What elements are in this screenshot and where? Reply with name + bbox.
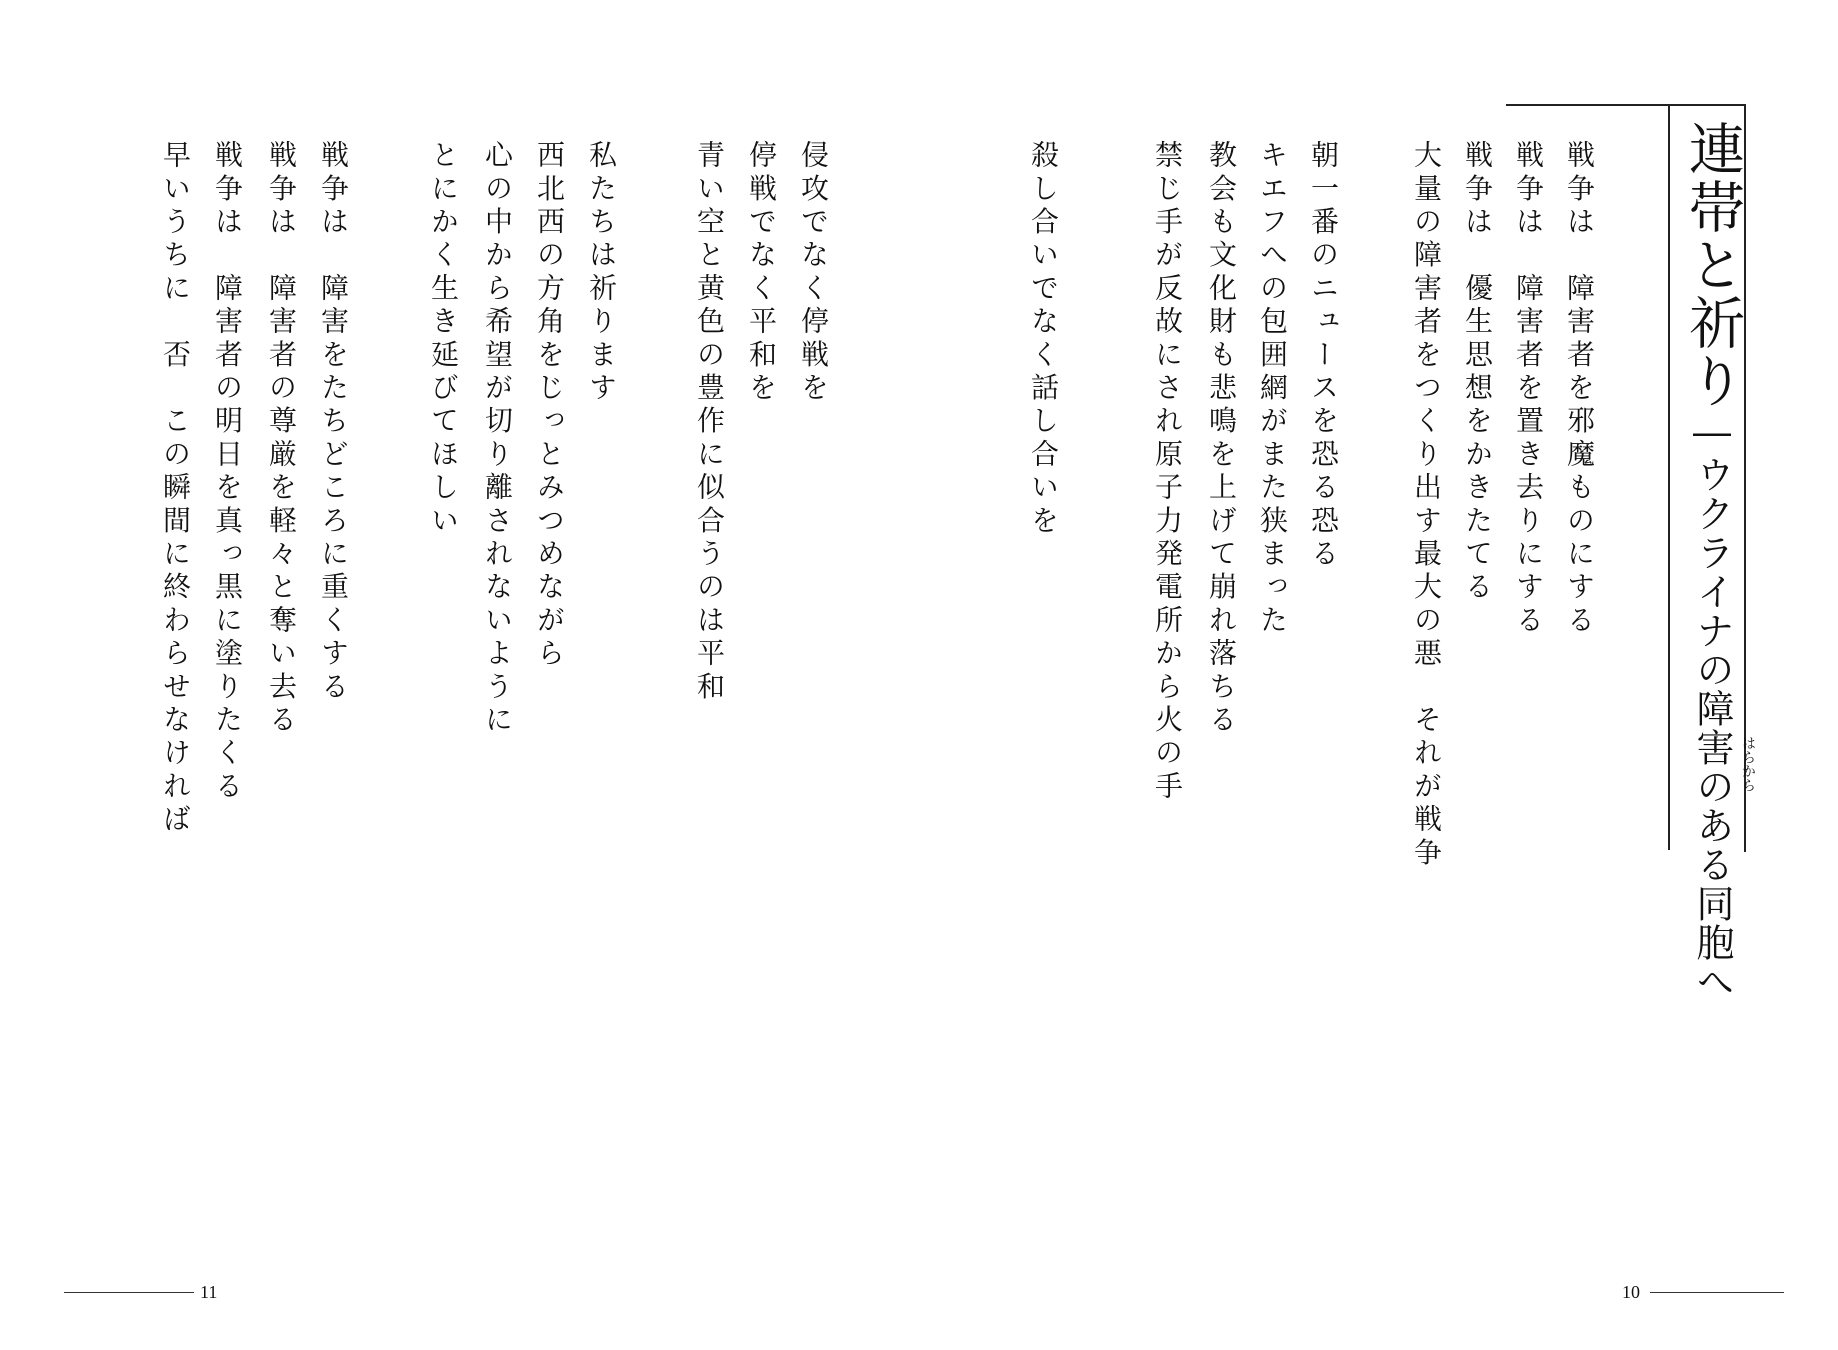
poem-line: 戦争は 優生思想をかきたてる [1461,140,1494,605]
poem-line: とにかく生き延びてほしい [427,140,460,539]
title-ruby: はらから [1740,736,1756,792]
title-frame-inner-rule [1668,104,1670,850]
poem-line: 心の中から希望が切り離されないように [481,140,514,738]
poem-line: 殺し合いでなく話し合いを [1027,140,1060,539]
title-main: 連帯と祈り [1680,120,1745,410]
footer-rule-right [1650,1292,1784,1293]
poem-line: 朝一番のニュースを恐る恐る [1307,140,1340,572]
poem-line: 戦争は 障害者の明日を真っ黒に塗りたくる [211,140,244,804]
title-subtitle: ウクライナの障害のある同胞へ [1690,455,1734,1001]
poem-line: 戦争は 障害者を邪魔ものにする [1563,140,1596,638]
poem-line: 禁じ手が反故にされ原子力発電所から火の手 [1151,140,1184,804]
poem-line: 戦争は 障害者の尊厳を軽々と奪い去る [265,140,298,738]
page-number-right: 10 [1622,1282,1640,1302]
poem-line: 早いうちに 否 この瞬間に終わらせなければ [159,140,192,838]
poem-line: キエフへの包囲網がまた狭まった [1256,140,1289,638]
poem-line: 教会も文化財も悲鳴を上げて崩れ落ちる [1205,140,1238,738]
poem-line: 西北西の方角をじっとみつめながら [533,140,566,672]
poem-line: 青い空と黄色の豊作に似合うのは平和 [693,140,726,705]
page-number-left: 11 [200,1282,218,1302]
poem-line: 戦争は 障害をたちどころに重くする [317,140,350,705]
title-dash: ― [1690,410,1734,455]
poem-line: 私たちは祈ります [585,140,618,406]
footer-rule-left [64,1292,194,1293]
poem-title [1680,120,1745,1001]
poem-line: 戦争は 障害者を置き去りにする [1512,140,1545,638]
poem-line: 停戦でなく平和を [745,140,778,406]
poem-line: 侵攻でなく停戦を [797,140,830,406]
poem-line: 大量の障害者をつくり出す最大の悪 それが戦争 [1410,140,1443,871]
